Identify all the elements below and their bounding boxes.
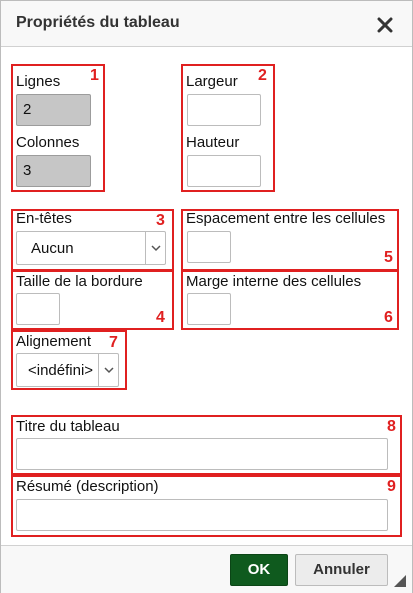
caption-field[interactable] [16, 438, 388, 470]
summary-label: Résumé (description) [16, 478, 159, 495]
cell-spacing-field[interactable] [187, 231, 231, 263]
caption-label: Titre du tableau [16, 418, 120, 435]
height-label: Hauteur [186, 134, 240, 151]
border-size-field[interactable] [16, 293, 60, 325]
resize-handle-icon[interactable] [394, 574, 406, 586]
alignment-select-value: <indéfini> [28, 362, 94, 379]
alignment-select[interactable] [16, 353, 119, 387]
cancel-button[interactable]: Annuler [295, 554, 388, 586]
headers-select[interactable] [16, 231, 166, 265]
dialog-titlebar[interactable] [1, 1, 412, 47]
annotation-number-4: 4 [156, 309, 165, 326]
annotation-number-5: 5 [384, 249, 393, 266]
cell-padding-field[interactable] [187, 293, 231, 325]
close-icon[interactable] [375, 15, 395, 35]
alignment-label: Alignement [16, 333, 92, 350]
rows-label: Lignes [16, 73, 61, 90]
height-field[interactable] [187, 155, 261, 187]
summary-field[interactable] [16, 499, 388, 531]
annotation-number-3: 3 [156, 212, 165, 229]
border-size-label: Taille de la bordure [16, 273, 143, 290]
cell-spacing-label: Espacement entre les cellules [186, 210, 386, 227]
annotation-number-6: 6 [384, 309, 393, 326]
columns-field[interactable]: 3 [16, 155, 91, 187]
width-label: Largeur [186, 73, 238, 90]
annotation-number-2: 2 [258, 67, 267, 84]
annotation-number-9: 9 [387, 478, 396, 495]
headers-label: En-têtes [16, 210, 72, 227]
chevron-down-icon[interactable] [145, 232, 165, 264]
rows-field[interactable]: 2 [16, 94, 91, 126]
width-field[interactable] [187, 94, 261, 126]
dialog-title: Propriétés du tableau [16, 14, 180, 31]
annotation-number-8: 8 [387, 418, 396, 435]
dialog-footer [1, 545, 412, 593]
headers-select-value: Aucun [31, 240, 74, 257]
ok-button[interactable]: OK [230, 554, 288, 586]
cell-padding-label: Marge interne des cellules [186, 273, 362, 290]
chevron-down-icon[interactable] [98, 354, 118, 386]
annotation-number-1: 1 [90, 67, 99, 84]
annotation-number-7: 7 [109, 334, 118, 351]
columns-label: Colonnes [16, 134, 80, 151]
